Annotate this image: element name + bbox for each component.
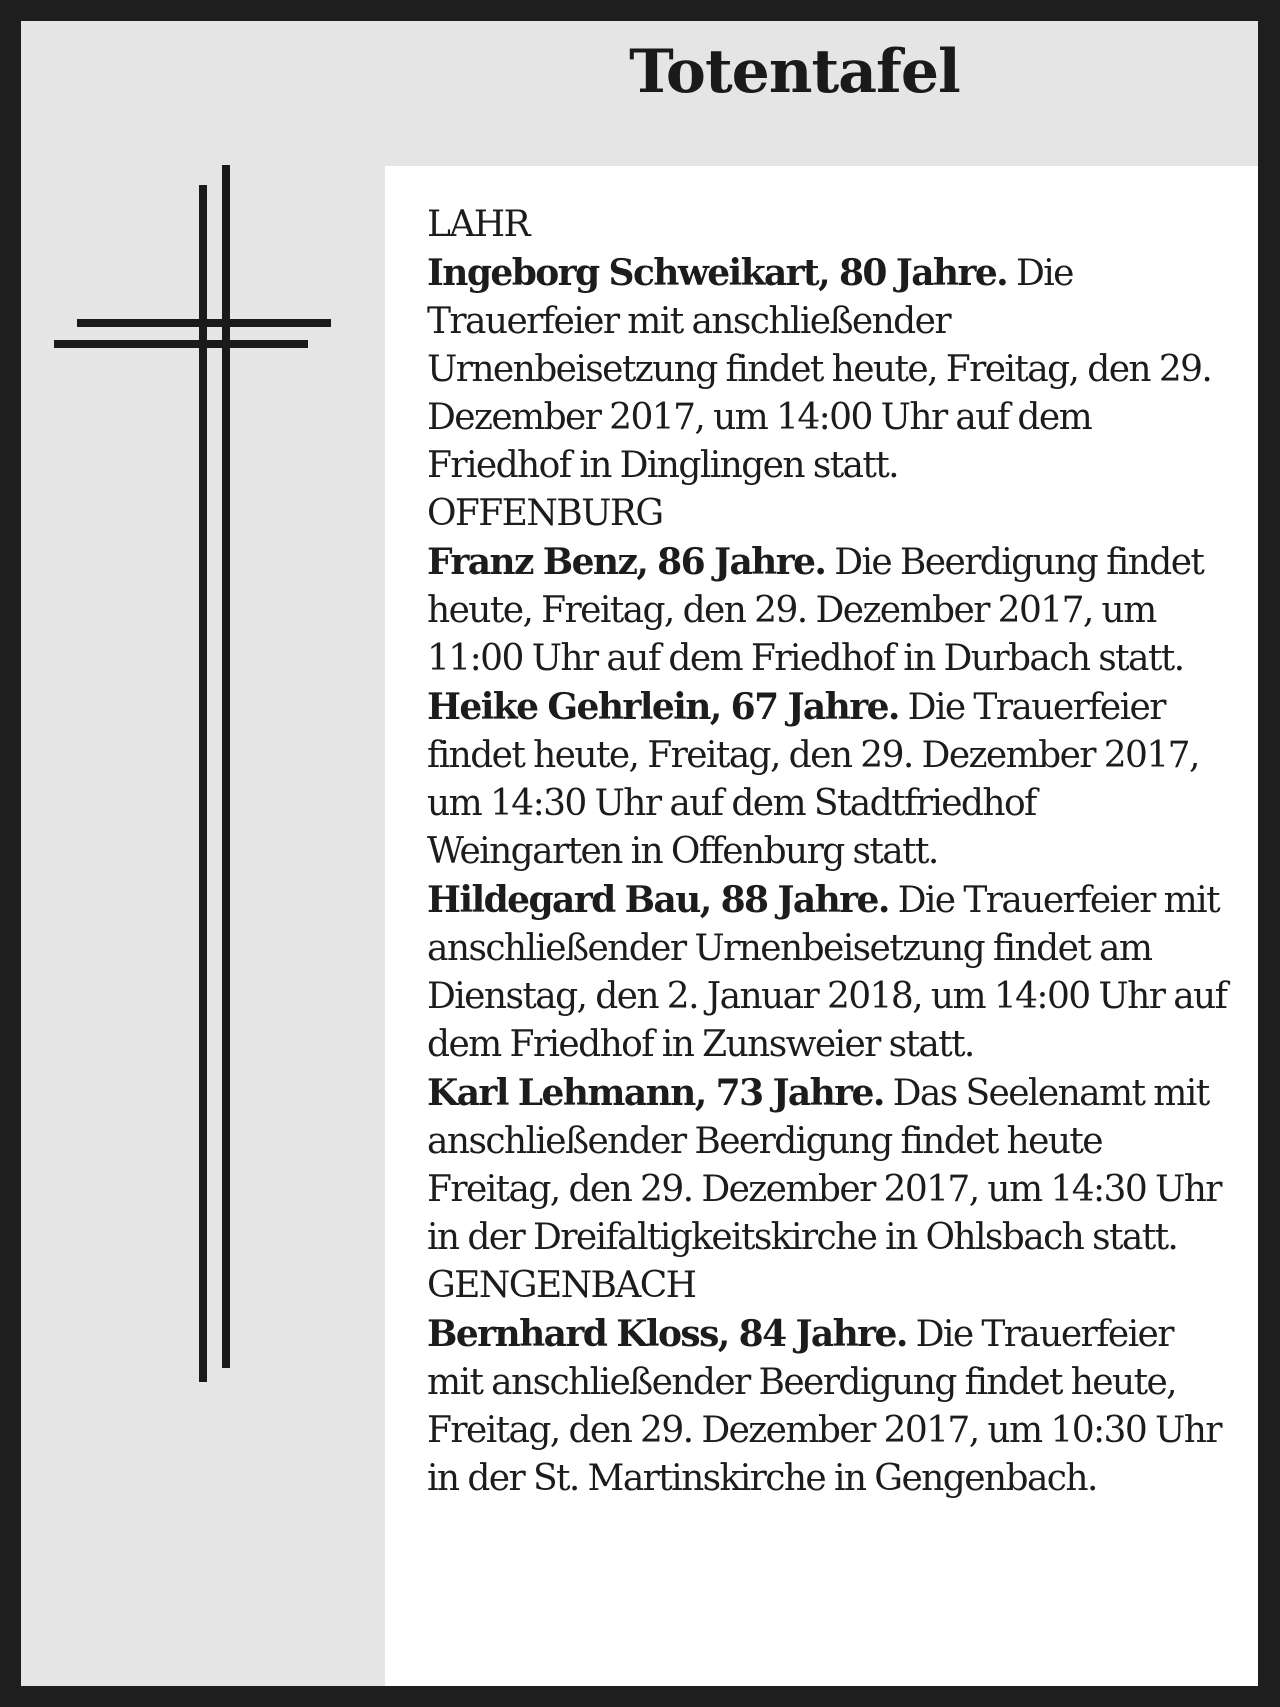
obituary-entry — [427, 1310, 1227, 1503]
obituary-entry — [427, 683, 1227, 876]
page-title: Totentafel — [629, 37, 960, 107]
obituary-entry — [427, 249, 1227, 490]
ceremony-details: Die Trauerfeier mit anschließender Beerdigung findet heute, Freitag, den 29. Dezember 2017, um 10:30 Uhr in der St. Martinskirche in Gengenbach. — [427, 1314, 1221, 1499]
region-heading: GENGENBACH — [427, 1265, 696, 1306]
obituary-content — [385, 166, 1258, 1686]
obituary-entry — [427, 538, 1227, 683]
obituary-entry — [427, 1069, 1227, 1262]
ceremony-details: Die Trauerfeier mit anschließender Urnenbeisetzung findet am Dienstag, den 2. Januar 2018, um 14:00 Uhr auf dem Friedhof in Zunsweier statt. — [427, 880, 1227, 1065]
obituary-entry — [427, 876, 1227, 1069]
deceased-name: Franz Benz, 86 Jahre. — [427, 541, 826, 583]
obituary-text — [427, 201, 1227, 1503]
region-heading: LAHR — [427, 204, 530, 245]
ceremony-details: Die Trauerfeier findet heute, Freitag, den 29. Dezember 2017, um 14:30 Uhr auf dem Stadtfriedhof Weingarten in Offenburg statt. — [427, 687, 1199, 872]
ceremony-details: Das Seelenamt mit anschließender Beerdigung findet heute Freitag, den 29. Dezember 2017, um 14:30 Uhr in der Dreifaltigkeitskirche in Ohlsbach statt. — [427, 1073, 1221, 1258]
deceased-name: Bernhard Kloss, 84 Jahre. — [427, 1313, 907, 1355]
region-heading: OFFENBURG — [427, 493, 663, 534]
deceased-name: Karl Lehmann, 73 Jahre. — [427, 1072, 884, 1114]
deceased-name: Ingeborg Schweikart, 80 Jahre. — [427, 252, 1008, 294]
ceremony-details: Die Trauerfeier mit anschließender Urnenbeisetzung findet heute, Freitag, den 29. Dezember 2017, um 14:00 Uhr auf dem Friedhof in Dinglingen statt. — [427, 253, 1212, 486]
ceremony-details: Die Beerdigung findet heute, Freitag, den 29. Dezember 2017, um 11:00 Uhr auf dem Friedhof in Durbach statt. — [427, 542, 1204, 679]
deceased-name: Hildegard Bau, 88 Jahre. — [427, 879, 889, 921]
deceased-name: Heike Gehrlein, 67 Jahre. — [427, 686, 899, 728]
